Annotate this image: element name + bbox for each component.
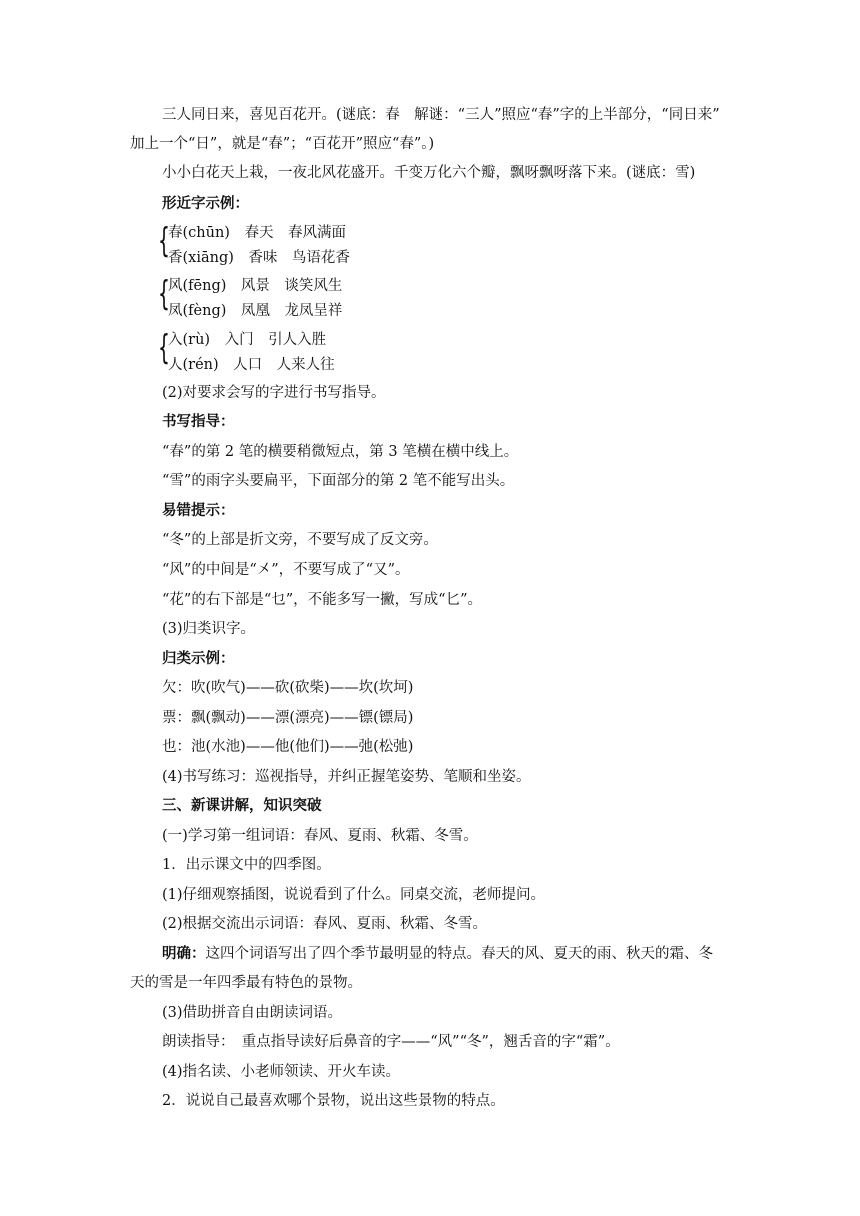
step-2: (2)对要求会写的字进行书写指导。	[162, 385, 386, 401]
clarify-line1	[162, 944, 713, 964]
classify-heading: 归类示例：	[162, 651, 235, 667]
classify-example-3: 也：池(水池)——他(他们)——弛(松弛)	[162, 739, 414, 755]
classify-example-2: 票：飘(飘动)——漂(漂亮)——镖(镖局)	[162, 710, 414, 726]
clarify-line2: 天的雪是一年四季最有特色的景物。	[130, 975, 362, 991]
step-4: (4)书写练习：巡视指导，并纠正握笔姿势、笔顺和坐姿。	[162, 769, 531, 785]
group-1-title: (一)学习第一组词语：春风、夏雨、秋霜、冬雪。	[162, 828, 478, 844]
similar-group-2-line1: 风(fēng) 风景 谈笑风生	[168, 278, 343, 294]
riddle-spring-line1: 三人同日来，喜见百花开。(谜底：春 解谜：“三人”照应“春”字的上半部分，“同日来”	[162, 107, 720, 123]
brace-icon: {	[158, 328, 170, 368]
error-tip-3: “花”的右下部是“乜”，不能多写一撇，写成“匕”。	[162, 592, 482, 608]
similar-chars-heading: 形近字示例：	[162, 196, 249, 212]
error-tip-2: “风”的中间是“㐅”，不要写成了“又”。	[162, 562, 410, 578]
item-1-4: (4)指名读、小老师领读、开火车读。	[162, 1064, 401, 1080]
item-1: 1．出示课文中的四季图。	[162, 857, 331, 873]
section-3-heading: 三、新课讲解，知识突破	[162, 798, 322, 814]
clarify-label: 明确：	[162, 946, 206, 962]
writing-guide-1: “春”的第 2 笔的横要稍微短点，第 3 笔横在横中线上。	[162, 444, 519, 460]
similar-group-3-line1: 入(rù) 入门 引人入胜	[168, 332, 327, 348]
step-3: (3)归类识字。	[162, 621, 256, 637]
similar-group-1-line2: 香(xiāng) 香味 鸟语花香	[168, 250, 350, 266]
item-1-2: (2)根据交流出示词语：春风、夏雨、秋霜、冬雪。	[162, 916, 488, 932]
similar-group-2-line2: 凤(fèng) 凤凰 龙凤呈祥	[168, 303, 343, 319]
riddle-spring-line2: 加上一个“日”，就是“春”；“百花开”照应“春”。)	[130, 136, 435, 152]
writing-guide-heading: 书写指导：	[162, 414, 235, 430]
error-tips-heading: 易错提示：	[162, 503, 235, 519]
similar-group-3-line2: 人(rén) 人口 人来人往	[168, 357, 335, 373]
item-1-1: (1)仔细观察插图，说说看到了什么。同桌交流，老师提问。	[162, 887, 546, 903]
reading-guide: 朗读指导： 重点指导读好后鼻音的字——“风”“冬”，翘舌音的字“霜”。	[162, 1034, 620, 1050]
riddle-snow: 小小白花天上栽，一夜北风花盛开。千变万化六个瓣，飘呀飘呀落下来。(谜底：雪)	[162, 165, 696, 181]
brace-icon: {	[158, 221, 170, 261]
writing-guide-2: “雪”的雨字头要扁平，下面部分的第 2 笔不能写出头。	[162, 473, 515, 489]
brace-icon: {	[158, 274, 170, 314]
item-1-3: (3)借助拼音自由朗读词语。	[162, 1005, 343, 1021]
similar-group-1-line1: 春(chūn) 春天 春风满面	[168, 225, 346, 241]
item-2: 2．说说自己最喜欢哪个景物，说出这些景物的特点。	[162, 1093, 505, 1109]
clarify-text: 这四个词语写出了四个季节最明显的特点。春天的风、夏天的雨、秋天的霜、冬	[205, 946, 713, 962]
classify-example-1: 欠：吹(吹气)——砍(砍柴)——坎(坎坷)	[162, 680, 414, 696]
error-tip-1: “冬”的上部是折文旁，不要写成了反文旁。	[162, 532, 438, 548]
